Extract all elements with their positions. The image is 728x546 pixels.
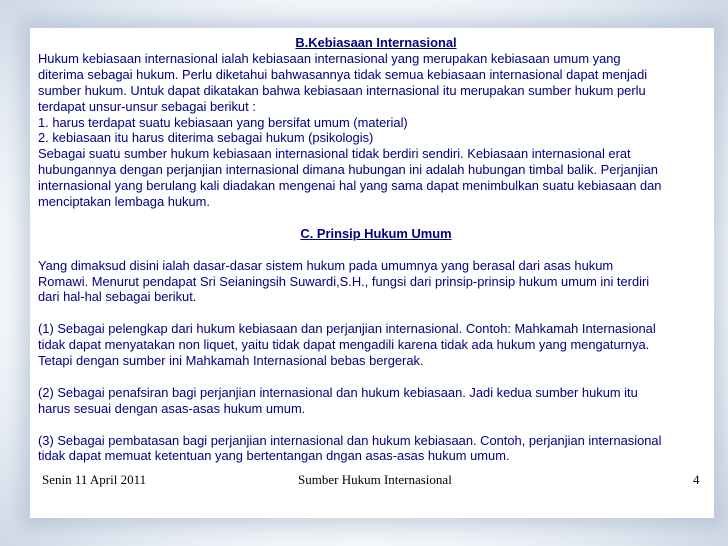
page-number: 4 <box>693 472 700 487</box>
point-pelengkap: (1) Sebagai pelengkap dari hukum kebiasaan dan perjanjian internasional. Contoh: Mahkamah Internasional tidak dapat menyatakan non liquet, yaitu tidak dapat mengadili karena tidak ada hukum yang mengaturnya. Tetapi dengan sumber ini Mahkamah Internasional bebas bergerak. <box>38 321 656 369</box>
slide <box>30 28 714 518</box>
paragraph-kebiasaan-closing: Sebagai suatu sumber hukum kebiasaan internasional tidak berdiri sendiri. Kebiasaan internasional erat hubungannya dengan perjanjian internasional dimana hubungan ini adalah hubungan timbal balik. Perjanjian internasional yang berulang kali diadakan mengenai hal yang sama dapat menimbulkan suatu kebiasaan dan menciptakan lembaga hukum. <box>38 146 662 210</box>
list-item-2: 2. kebiasaan itu harus diterima sebagai hukum (psikologis) <box>38 130 374 146</box>
list-item-1: 1. harus terdapat suatu kebiasaan yang bersifat umum (material) <box>38 114 408 130</box>
point-penafsiran: (2) Sebagai penafsiran bagi perjanjian internasional dan hukum kebiasaan. Jadi kedua sumber hukum itu harus sesuai dengan asas-asas hukum umum. <box>38 384 638 416</box>
spacer <box>38 242 714 258</box>
spacer <box>38 305 714 321</box>
heading-prinsip-hukum-umum: C. Prinsip Hukum Umum <box>300 225 452 241</box>
paragraph-prinsip-intro: Yang dimaksud disini ialah dasar-dasar sistem hukum pada umumnya yang berasal dari asas hukum Romawi. Menurut pendapat Sri Seianingsih Suwardi,S.H., fungsi dari prinsip-prinsip hukum umum ini terdiri dari hal-hal sebagai berikut. <box>38 257 650 305</box>
point-pembatasan: (3) Sebagai pembatasan bagi perjanjian internasional dan hukum kebiasaan. Contoh, perjanjian internasional tidak dapat memuat ketentuan yang bertentangan dngan asas-asas hukum umum. <box>38 432 662 464</box>
spacer <box>38 369 714 385</box>
heading-kebiasaan-internasional: B.Kebiasaan Internasional <box>295 35 457 50</box>
paragraph-kebiasaan-intro: Hukum kebiasaan internasional ialah kebiasaan internasional yang merupakan kebiasaan umum yang diterima sebagai hukum. Perlu diketahui bahwasannya tidak semua kebiasaan internasional dapat menjadi sumber hukum. Untuk dapat dikatakan bahwa kebiasaan internasional itu merupakan sumber hukum perlu terdapat unsur-unsur sebagai berikut : <box>38 50 648 114</box>
slide-content <box>38 35 714 464</box>
footer-date: Senin 11 April 2011 <box>42 472 147 487</box>
spacer <box>38 417 714 433</box>
spacer <box>38 210 714 226</box>
footer-title: Sumber Hukum Internasional <box>298 472 452 487</box>
